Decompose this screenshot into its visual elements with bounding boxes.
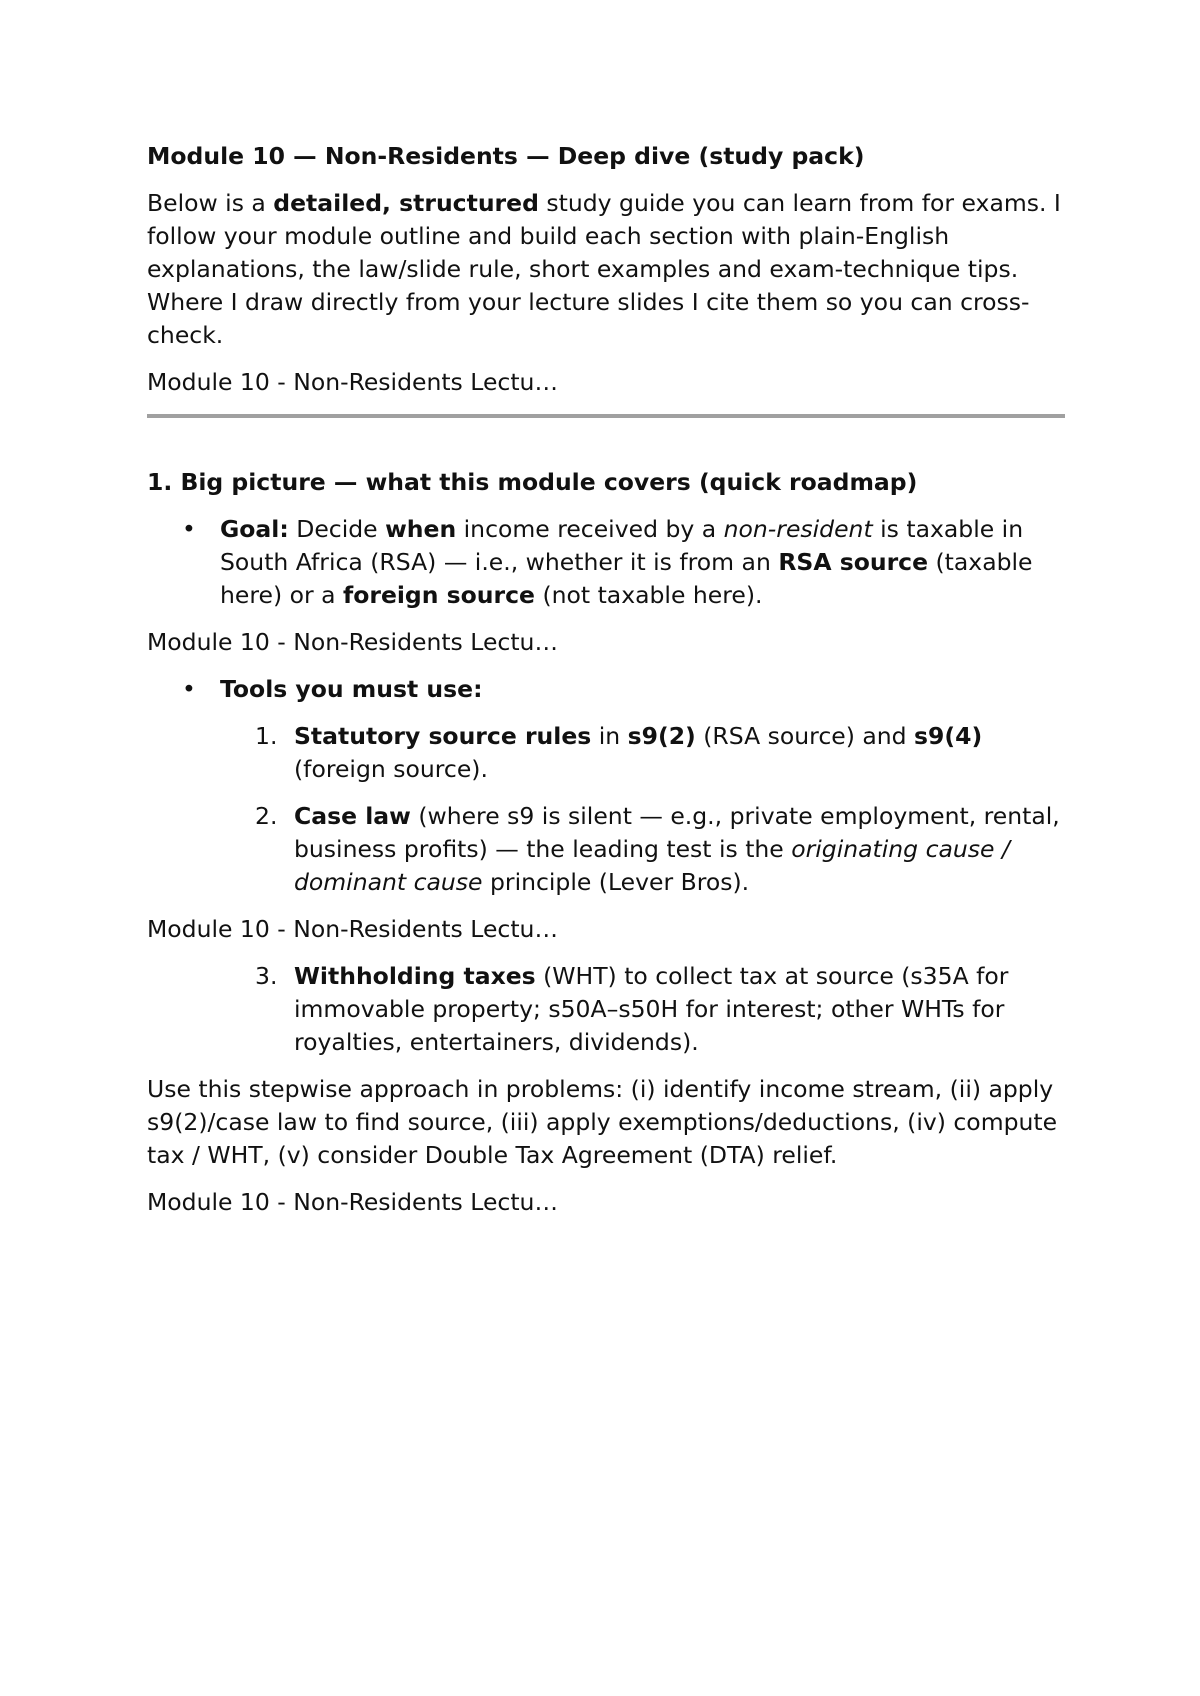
section-heading: 1. Big picture — what this module covers (quick roadmap) [147, 468, 918, 496]
citation-link[interactable]: Module 10 - Non-Residents Lectu… [147, 1188, 558, 1216]
numbered-item-2 [147, 800, 1065, 899]
item3-text-1: (WHT) to collect tax at source (s35A for immovable property; s50A–s50H for interest; other WHTs for royalties, entertainers, dividends). [294, 962, 1009, 1056]
item2-bold-1: Case law [294, 802, 411, 830]
citation-link[interactable]: Module 10 - Non-Residents Lectu… [147, 915, 558, 943]
goal-text-4: (taxable here) or a [220, 548, 1033, 609]
numbered-item-1 [147, 720, 1065, 786]
citation-link[interactable]: Module 10 - Non-Residents Lectu… [147, 368, 558, 396]
goal-text-3: is taxable in South Africa (RSA) — i.e., whether it is from an [220, 515, 1024, 576]
goal-bold-when: when [385, 515, 457, 543]
goal-italic-non-resident: non-resident [723, 515, 873, 543]
goal-label: Goal: [220, 515, 289, 543]
item2-italic-1: originating cause / dominant cause [294, 835, 1010, 896]
document-title: Module 10 — Non-Residents — Deep dive (study pack) [147, 142, 865, 170]
item1-text-3: (foreign source). [294, 755, 488, 783]
bullet-tools [147, 673, 1065, 706]
item2-text-2: principle (Lever Bros). [482, 868, 750, 896]
item-number: 3. [255, 962, 278, 990]
document-page [147, 140, 1065, 1233]
numbered-item-3 [147, 960, 1065, 1059]
intro-text-1: Below is a [147, 189, 274, 217]
intro-text-2: study guide you can learn from for exams. I follow your module outline and build each section with plain-English explanations, the law/slide rule, short examples and exam-technique tips. Where I draw directly from your lecture slides I cite them so you can cross-check. [147, 189, 1061, 349]
goal-text-2: income received by a [456, 515, 724, 543]
item1-text-1: in [591, 722, 628, 750]
goal-text-1: Decide [288, 515, 386, 543]
tools-label: Tools you must use: [220, 675, 483, 703]
item1-bold-2: s9(2) [627, 722, 696, 750]
section-divider [147, 414, 1065, 418]
item-number: 2. [255, 802, 278, 830]
stepwise-paragraph: Use this stepwise approach in problems: (i) identify income stream, (ii) apply s9(2)/case law to find source, (iii) apply exemptions/deductions, (iv) compute tax / WHT, (v) consider Double Tax Agreement (DTA) relief. [147, 1075, 1058, 1169]
item1-bold-3: s9(4) [914, 722, 983, 750]
item1-text-2: (RSA source) and [695, 722, 915, 750]
intro-bold-1: detailed, structured [273, 189, 539, 217]
goal-bold-rsa-source: RSA source [778, 548, 929, 576]
bullet-dot: • [182, 515, 196, 543]
bullet-dot: • [182, 675, 196, 703]
item-number: 1. [255, 722, 278, 750]
item2-text-1: (where s9 is silent — e.g., private employment, rental, business profits) — the leading test is the [294, 802, 1060, 863]
goal-bold-foreign-source: foreign source [342, 581, 535, 609]
item3-bold-1: Withholding taxes [294, 962, 536, 990]
item1-bold-1: Statutory source rules [294, 722, 592, 750]
bullet-goal [147, 513, 1065, 612]
intro-paragraph [147, 187, 1065, 352]
citation-link[interactable]: Module 10 - Non-Residents Lectu… [147, 628, 558, 656]
goal-text-5: (not taxable here). [535, 581, 763, 609]
